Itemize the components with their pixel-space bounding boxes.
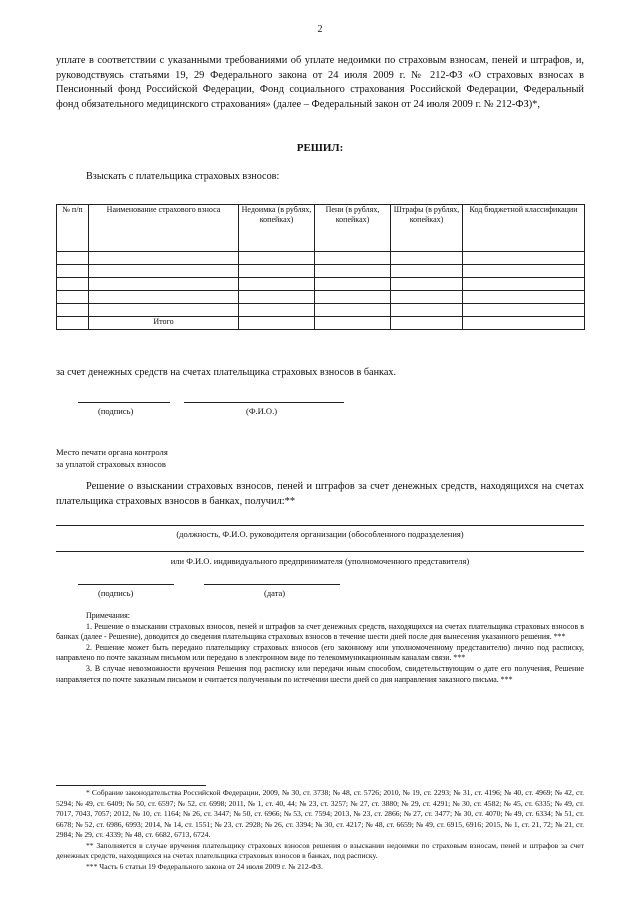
footnote-item: ** Заполняется в случае вручения плательщику страховых взносов решения о взыскании недоимки по страховым взносам, пеней и штрафов за счет денежных средств, находящихся на счетах плательщика страховых взносов в банках, под расписку. bbox=[56, 840, 584, 860]
footnote-item: * Собрание законодательства Российской Федерации, 2009, № 30, ст. 3738; № 48, ст. 5726; 2010, № 19, ст. 2293; № 31, ст. 4196; № 40, ст. 4969; № 42, ст. 5294; № 49, ст. 6409; № 50, ст. 6597; № 52, ст. 6998; 2011, № 1, ст. 40, 44; № 23, ст. 3257; № 27, ст. 3880; № 29, ст. 4291; № 30, ст. 4582; № 45, ст. 6335; № 49, ст. 7017, 7043, 7057; 2012, № 10, ст. 1164; № 26, ст. 3447; № 50, ст. 6966; № 53, ст. 7594; 2013, № 23, ст. 2866; № 27, ст. 3477; № 30, ст. 4070; № 49, ст. 6334; № 51, ст. 6678; № 52, ст. 6986, 6993; 2014, № 14, ст. 1551; № 23, ст. 2928; № 26, ст. 3394; № 30, ст. 4217; № 48, ст. 6659; № 49, ст. 6915, 6916; 2015, № 1, ст. 21, 72; № 21, ст. 2984; № 29, ст. 4339; № 48, ст. 6682, 6713, 6724. bbox=[56, 788, 584, 839]
signature-line bbox=[78, 402, 170, 403]
table-row bbox=[57, 304, 585, 317]
footnote-separator bbox=[56, 785, 206, 786]
received-statement: Решение о взыскании страховых взносов, пеней и штрафов за счет денежных средств, находящихся на счетах плательщика страховых взносов в банках, получил:** bbox=[56, 481, 584, 507]
name-line bbox=[184, 402, 344, 403]
recipient-ip-line bbox=[56, 551, 584, 552]
signature-caption: (подпись) bbox=[98, 406, 134, 416]
col-header-penalties: Пени (в рублях, копейках) bbox=[315, 205, 391, 252]
table-total-row bbox=[57, 317, 585, 330]
recipient-line bbox=[56, 525, 584, 526]
page-number: 2 bbox=[317, 24, 323, 35]
footnotes-section bbox=[56, 788, 584, 872]
receipt-date-line bbox=[204, 584, 340, 585]
table-row bbox=[57, 278, 585, 291]
table-row bbox=[57, 291, 585, 304]
table-header-row bbox=[57, 205, 585, 252]
name-caption: (Ф.И.О.) bbox=[246, 406, 278, 416]
col-header-fines: Штрафы (в рублях, копейках) bbox=[391, 205, 463, 252]
table-row bbox=[57, 252, 585, 265]
notes-section bbox=[56, 611, 584, 685]
table-row bbox=[57, 265, 585, 278]
collect-statement: Взыскать с плательщика страховых взносов: bbox=[86, 171, 280, 182]
arrears-table bbox=[56, 204, 585, 330]
col-header-budget-code: Код бюджетной классификации bbox=[463, 205, 585, 252]
note-item: 3. В случае невозможности вручения Решения под расписку или передачи иным способом, свидетельствующим о дате его получения, Решение направляется по почте заказным письмом и считается полученным по истечении шести дней со дня направления заказного письма. *** bbox=[56, 663, 584, 684]
recipient-position-caption: (должность, Ф.И.О. руководителя организации (обособленного подразделения) bbox=[176, 529, 464, 539]
col-header-contribution: Наименование страхового взноса bbox=[89, 205, 239, 252]
recipient-signature-line bbox=[78, 584, 174, 585]
notes-title: Примечания: bbox=[86, 611, 130, 620]
note-item: 1. Решение о взыскании страховых взносов, пеней и штрафов за счет денежных средств, находящихся на счетах плательщика страховых взносов в банках (далее - Решение), доводится до сведения плательщика страховых взносов в течение шести дней после дня вынесения указанного решения. *** bbox=[56, 621, 584, 642]
receipt-date-caption: (дата) bbox=[264, 588, 286, 598]
footnote-item: *** Часть 6 статьи 19 Федерального закона от 24 июля 2009 г. № 212-ФЗ. bbox=[86, 861, 323, 871]
recipient-signature-caption: (подпись) bbox=[98, 588, 134, 598]
recipient-ip-caption: или Ф.И.О. индивидуального предпринимателя (уполномоченного представителя) bbox=[170, 556, 470, 566]
intro-paragraph: уплате в соответствии с указанными требованиями об уплате недоимки по страховым взносам, пеней и штрафов, и, руководствуясь статьями 19, 29 Федерального закона от 24 июля 2009 г. № 212-ФЗ «О страховых взносах в Пенсионный фонд Российской Федерации, Фонд социального страхования Российской Федерации, Федеральный фонд обязательного медицинского страхования» (далее – Федеральный закон от 24 июля 2009 г. № 212-ФЗ)*, bbox=[56, 55, 584, 110]
col-header-arrears: Недоимка (в рублях, копейках) bbox=[239, 205, 315, 252]
total-label: Итого bbox=[89, 317, 239, 330]
resolved-heading: РЕШИЛ: bbox=[296, 142, 344, 154]
note-item: 2. Решение может быть передано плательщику страховых взносов (его законному или уполномоченному представителю) лично под расписку, направлено по почте заказным письмом или передано в электронном виде по телекоммуникационным каналам связи. *** bbox=[56, 642, 584, 663]
stamp-place-text: Место печати органа контроля за уплатой страховых взносов bbox=[56, 447, 168, 469]
bank-accounts-text: за счет денежных средств на счетах плательщика страховых взносов в банках. bbox=[56, 367, 396, 378]
col-header-number: № п/п bbox=[57, 205, 89, 252]
